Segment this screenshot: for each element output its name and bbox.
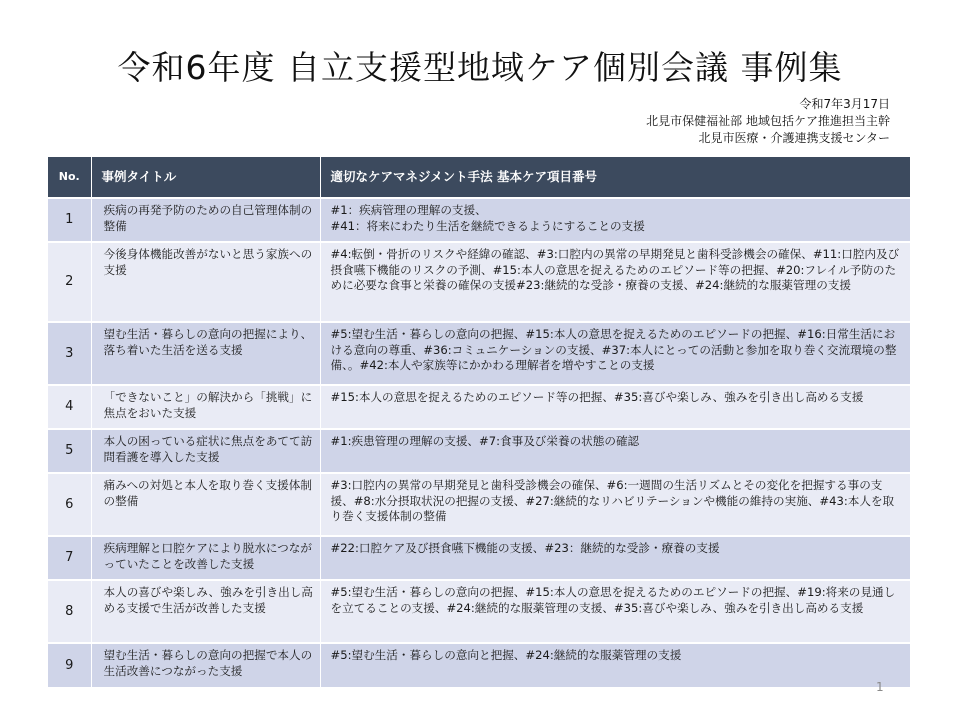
table-row	[48, 580, 910, 643]
header-method: 適切なケアマネジメント手法 基本ケア項目番号	[320, 157, 910, 198]
row-method: #5:望む生活・暮らしの意向の把握、#15:本人の意思を捉えるためのエピソードの把握、#19:将来の見通しを立てることの支援、#24:継続的な服薬管理の支援、#35:喜びや楽しみ、強みを引き出し高める支援	[320, 580, 910, 643]
row-title: 本人の困っている症状に焦点をあてて訪問看護を導入した支援	[91, 429, 320, 473]
row-method: #5:望む生活・暮らしの意向の把握、#15:本人の意思を捉えるためのエピソードの把握、#16:日常生活における意向の尊重、#36:コミュニケーションの支援、#37:本人にとっての活動と参加を取り巻く交流環境の整備、。#42:本人や家族等にかかわる理解者を増やすことの支援	[320, 322, 910, 385]
row-title: 今後身体機能改善がないと思う家族への支援	[91, 242, 320, 322]
table-row	[48, 198, 910, 242]
row-method: #1:疾患管理の理解の支援、#7:食事及び栄養の状態の確認	[320, 429, 910, 473]
organization-center: 北見市医療・介護連携支援センター	[698, 131, 890, 145]
row-no: 5	[48, 429, 91, 473]
table-row	[48, 385, 910, 429]
page-title: 令和6年度 自立支援型地域ケア個別会議 事例集	[117, 48, 843, 87]
row-title: 望む生活・暮らしの意向の把握で本人の生活改善につながった支援	[91, 643, 320, 687]
row-method: #1：疾病管理の理解の支援、 #41：将来にわたり生活を継続できるようにすることの支援	[320, 198, 910, 242]
row-no: 9	[48, 643, 91, 687]
row-method: #5:望む生活・暮らしの意向と把握、#24:継続的な服薬管理の支援	[320, 643, 910, 687]
row-no: 1	[48, 198, 91, 242]
row-title: 疾病の再発予防のための自己管理体制の整備	[91, 198, 320, 242]
row-method: #4:転倒・骨折のリスクや経緯の確認、#3:口腔内の異常の早期発見と歯科受診機会の確保、#11:口腔内及び摂食嚥下機能のリスクの予測、#15:本人の意思を捉えるためのエピソード等の把握、#20:フレイル予防のために必要な食事と栄養の確保の支援#23:継続的な受診・療養の支援、#24:継続的な服薬管理の支援	[320, 242, 910, 322]
row-no: 2	[48, 242, 91, 322]
row-no: 8	[48, 580, 91, 643]
row-method: #15:本人の意思を捉えるためのエピソード等の把握、#35:喜びや楽しみ、強みを引き出し高める支援	[320, 385, 910, 429]
document-date: 令和7年3月17日	[799, 97, 890, 111]
header-no: No.	[48, 157, 91, 198]
row-title: 痛みへの対処と本人を取り巻く支援体制の整備	[91, 473, 320, 536]
row-no: 4	[48, 385, 91, 429]
document-meta	[646, 96, 890, 147]
case-table	[48, 157, 911, 687]
page-number: 1	[876, 680, 884, 694]
row-title: 疾病理解と口腔ケアにより脱水につながっていたことを改善した支援	[91, 536, 320, 580]
table-row	[48, 322, 910, 385]
row-method: #3:口腔内の異常の早期発見と歯科受診機会の確保、#6:一週間の生活リズムとその変化を把握する事の支援、#8:水分摂取状況の把握の支援、#27:継続的なリハビリテーションや機能の維持の実施、#43:本人を取り巻く支援体制の整備	[320, 473, 910, 536]
table-row	[48, 536, 910, 580]
row-no: 3	[48, 322, 91, 385]
table-row	[48, 473, 910, 536]
row-method: #22:口腔ケア及び摂食嚥下機能の支援、#23：継続的な受診・療養の支援	[320, 536, 910, 580]
table-row	[48, 429, 910, 473]
table-row	[48, 643, 910, 687]
header-title: 事例タイトル	[91, 157, 320, 198]
table-header-row	[48, 157, 910, 198]
organization-department: 北見市保健福祉部 地域包括ケア推進担当主幹	[646, 114, 890, 128]
row-title: 「できないこと」の解決から「挑戦」に焦点をおいた支援	[91, 385, 320, 429]
row-no: 7	[48, 536, 91, 580]
row-title: 望む生活・暮らしの意向の把握により、落ち着いた生活を送る支援	[91, 322, 320, 385]
table-row	[48, 242, 910, 322]
row-title: 本人の喜びや楽しみ、強みを引き出し高める支援で生活が改善した支援	[91, 580, 320, 643]
row-no: 6	[48, 473, 91, 536]
